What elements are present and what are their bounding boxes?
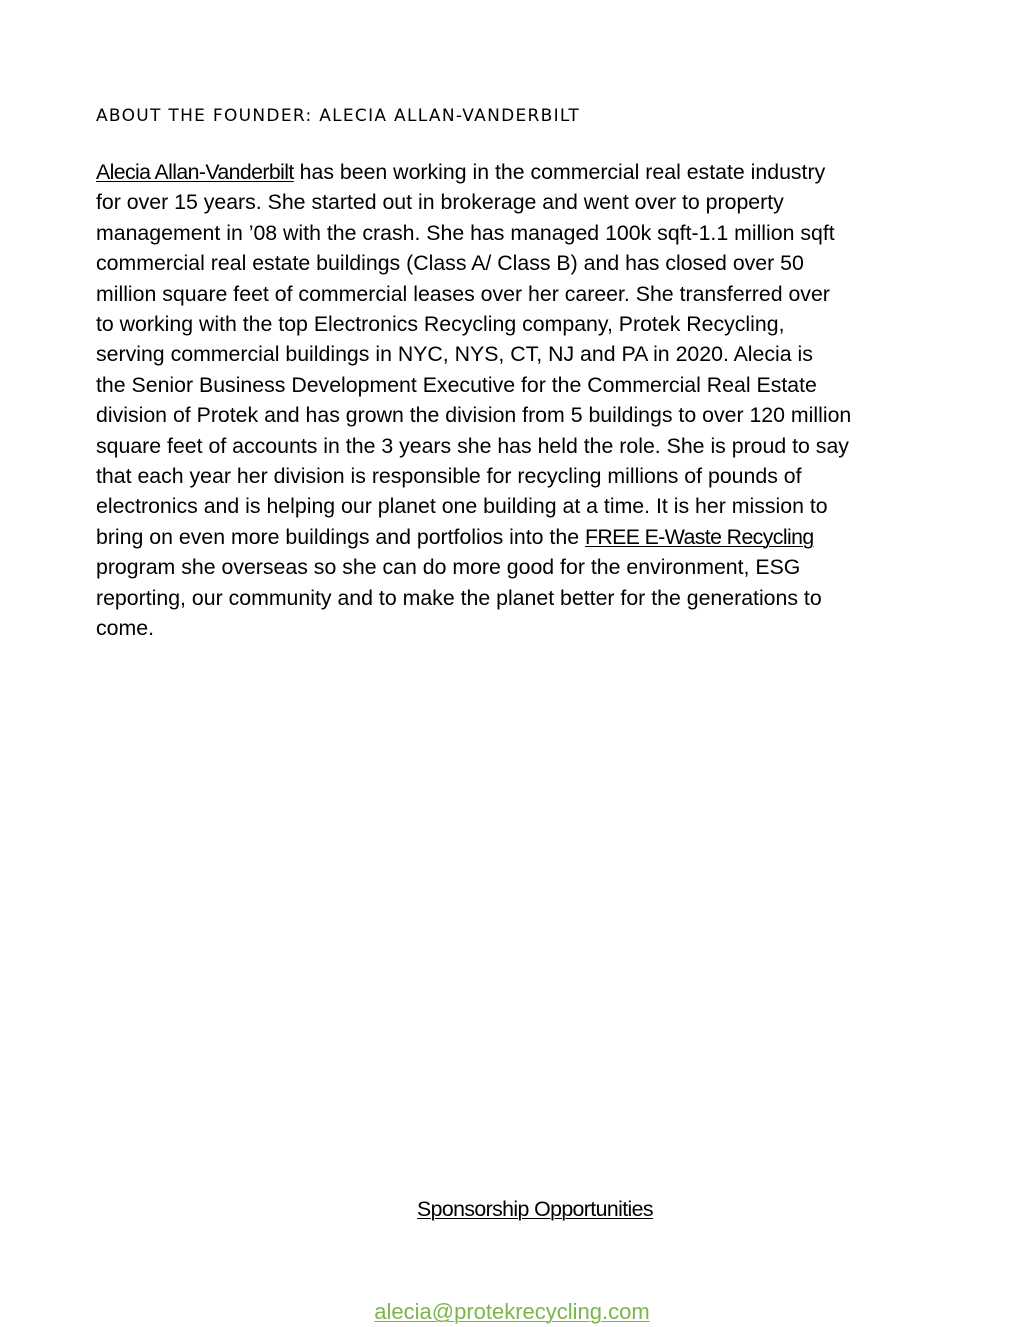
- bio-line: square feet of accounts in the 3 years she has held the role. She is proud to say: [96, 433, 849, 458]
- bio-line: that each year her division is responsible for recycling millions of pounds of: [96, 464, 802, 489]
- bio-line: the Senior Business Development Executive for the Commercial Real Estate: [96, 372, 817, 397]
- bio-line: program she overseas so she can do more good for the environment, ESG: [96, 555, 801, 580]
- founder-bio-paragraph: [96, 157, 936, 644]
- section-heading: ABOUT THE FOUNDER: ALECIA ALLAN-VANDERBILT: [96, 106, 581, 126]
- bio-line: division of Protek and has grown the division from 5 buildings to over 120 million: [96, 403, 852, 428]
- email-link[interactable]: alecia@protekrecycling.com: [374, 1299, 650, 1324]
- free-ewaste-recycling-link[interactable]: FREE E-Waste Recycling: [584, 524, 814, 549]
- bio-line: [96, 522, 936, 552]
- bio-line-text: bring on even more buildings and portfolios into the: [96, 524, 585, 549]
- bio-line: million square feet of commercial leases over her career. She transferred over: [96, 281, 830, 306]
- founder-name-link[interactable]: Alecia Allan-Vanderbilt: [96, 160, 294, 184]
- bio-line: management in ’08 with the crash. She has managed 100k sqft-1.1 million sqft: [96, 220, 835, 245]
- bio-line: to working with the top Electronics Recycling company, Protek Recycling,: [96, 312, 785, 337]
- bio-line: come.: [96, 616, 154, 641]
- bio-line: reporting, our community and to make the planet better for the generations to: [96, 585, 822, 610]
- bio-line: [96, 157, 936, 187]
- sponsorship-opportunities-link[interactable]: Sponsorship Opportunities: [417, 1197, 653, 1221]
- bio-line: electronics and is helping our planet one building at a time. It is her mission to: [96, 494, 828, 519]
- bio-line: commercial real estate buildings (Class A/ Class B) and has closed over 50: [96, 251, 804, 276]
- bio-line: for over 15 years. She started out in brokerage and went over to property: [96, 190, 784, 215]
- bio-line-text: has been working in the commercial real estate industry: [293, 160, 826, 184]
- bio-line: serving commercial buildings in NYC, NYS, CT, NJ and PA in 2020. Alecia is: [96, 342, 813, 367]
